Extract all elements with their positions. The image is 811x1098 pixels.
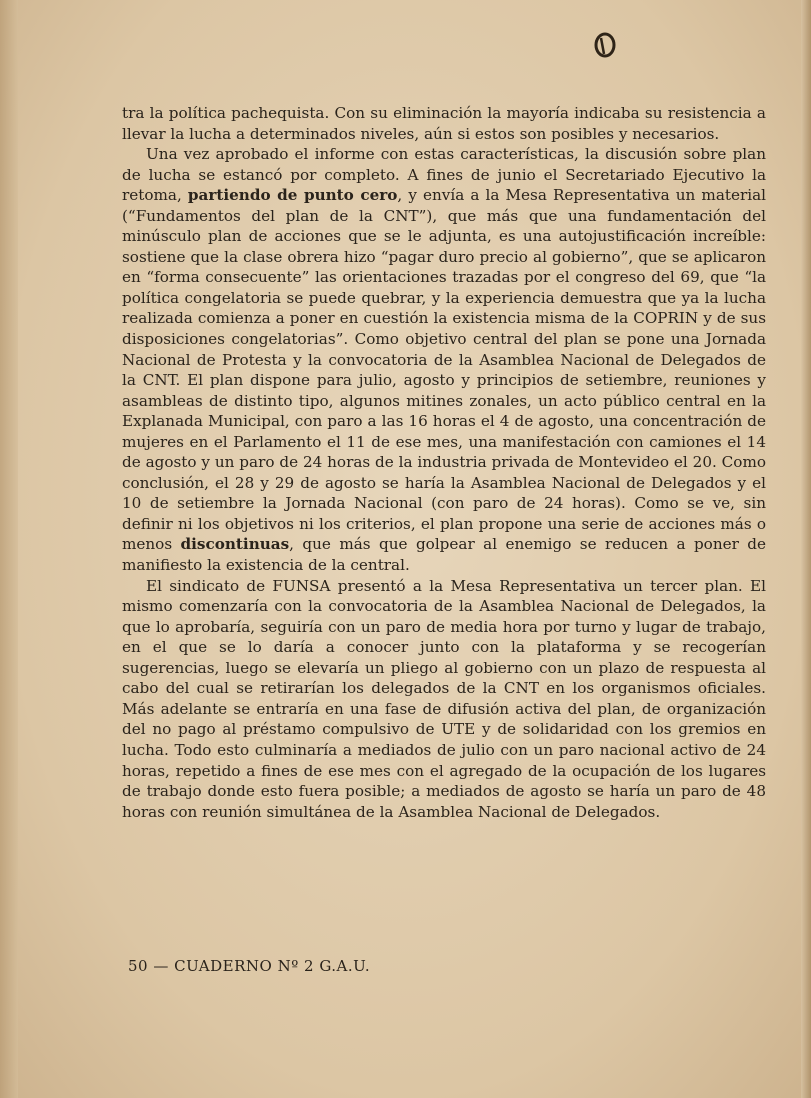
paragraph-2-bold-2: discontinuas bbox=[180, 535, 290, 554]
paragraph-2-part-2: , y envía a la Mesa Representativa un material (“Fundamentos del plan de la CNT”), que más que una fundamentación del minúsculo plan de acciones que se le adjunta, es una autojustificación increíble: sostiene que la clase obrera hizo “pagar duro precio al gobierno”, que se aplicaron en “forma consecuente” las orientaciones trazadas por el congreso del 69, que “la política congelatoria se puede quebrar, y la experiencia demuestra que ya la lucha realizada comienza a poner en cuestión la existencia misma de la COPRIN y de sus disposiciones congelatorias”. Como objetivo central del plan se pone una Jornada Nacional de Protesta y la convocatoria de la Asamblea Nacional de Delegados de la CNT. El plan dispone para julio, agosto y principios de setiembre, reuniones y asambleas de distinto tipo, algunos mitines zonales, un acto público central en la Explanada Municipal, con paro a las 16 horas el 4 de agosto, una concentración de mujeres en el Parlamento el 11 de ese mes, una manifestación con camiones el 14 de agosto y un paro de 24 horas de la industria privada de Montevideo el 20. Como conclusión, el 28 y 29 de agosto se haría la Asamblea Nacional de Delegados y el 10 de setiembre la Jornada Nacional (con paro de 24 horas). Como se ve, sin definir ni los objetivos ni los criterios, el plan propone una serie de acciones más o menos bbox=[122, 186, 766, 554]
paragraph-2-bold-1: partiendo de punto cero bbox=[187, 186, 398, 205]
paragraph-3: El sindicato de FUNSA presentó a la Mesa Representativa un tercer plan. El mismo comenzaría con la convocatoria de la Asamblea Nacional de Delegados, la que lo aprobaría, seguiría con un paro de media hora por turno y lugar de trabajo, en el que se lo daría a conocer junto con la plataforma y se recogerían sugerencias, luego se elevaría un pliego al gobierno con un plazo de respuesta al cabo del cual se retirarían los delegados de la CNT en los organismos oficiales. Más adelante se entraría en una fase de difusión activa del plan, de organización del no pago al préstamo compulsivo de UTE y de solidaridad con los gremios en lucha. Todo esto culminaría a mediados de julio con un paro nacional activo de 24 horas, repetido a fines de ese mes con el agregado de la ocupación de los lugares de trabajo donde esto fuera posible; a mediados de agosto se haría un paro de 48 horas con reunión simultánea de la Asamblea Nacional de Delegados. bbox=[122, 576, 766, 821]
ink-stamp-mark bbox=[592, 30, 618, 60]
page-right-edge bbox=[801, 0, 811, 1098]
page-left-edge bbox=[0, 0, 18, 1098]
paragraph-2-part-1: Una vez aprobado el informe con estas características, la discusión sobre plan de lucha se estancó por completo. A fines de junio el Secretariado Ejecutivo la retoma, bbox=[122, 145, 766, 205]
page-footer: 50 — CUADERNO Nº 2 G.A.U. bbox=[128, 957, 371, 975]
paragraph-1: tra la política pachequista. Con su eliminación la mayoría indicaba su resistencia a llevar la lucha a determinados niveles, aún si estos son posibles y necesarios. bbox=[122, 104, 766, 143]
paragraph-2 bbox=[122, 144, 766, 575]
paragraph-2-part-3: , que más que golpear al enemigo se reducen a poner de manifiesto la existencia de la central. bbox=[122, 535, 766, 575]
body-text bbox=[122, 103, 766, 822]
